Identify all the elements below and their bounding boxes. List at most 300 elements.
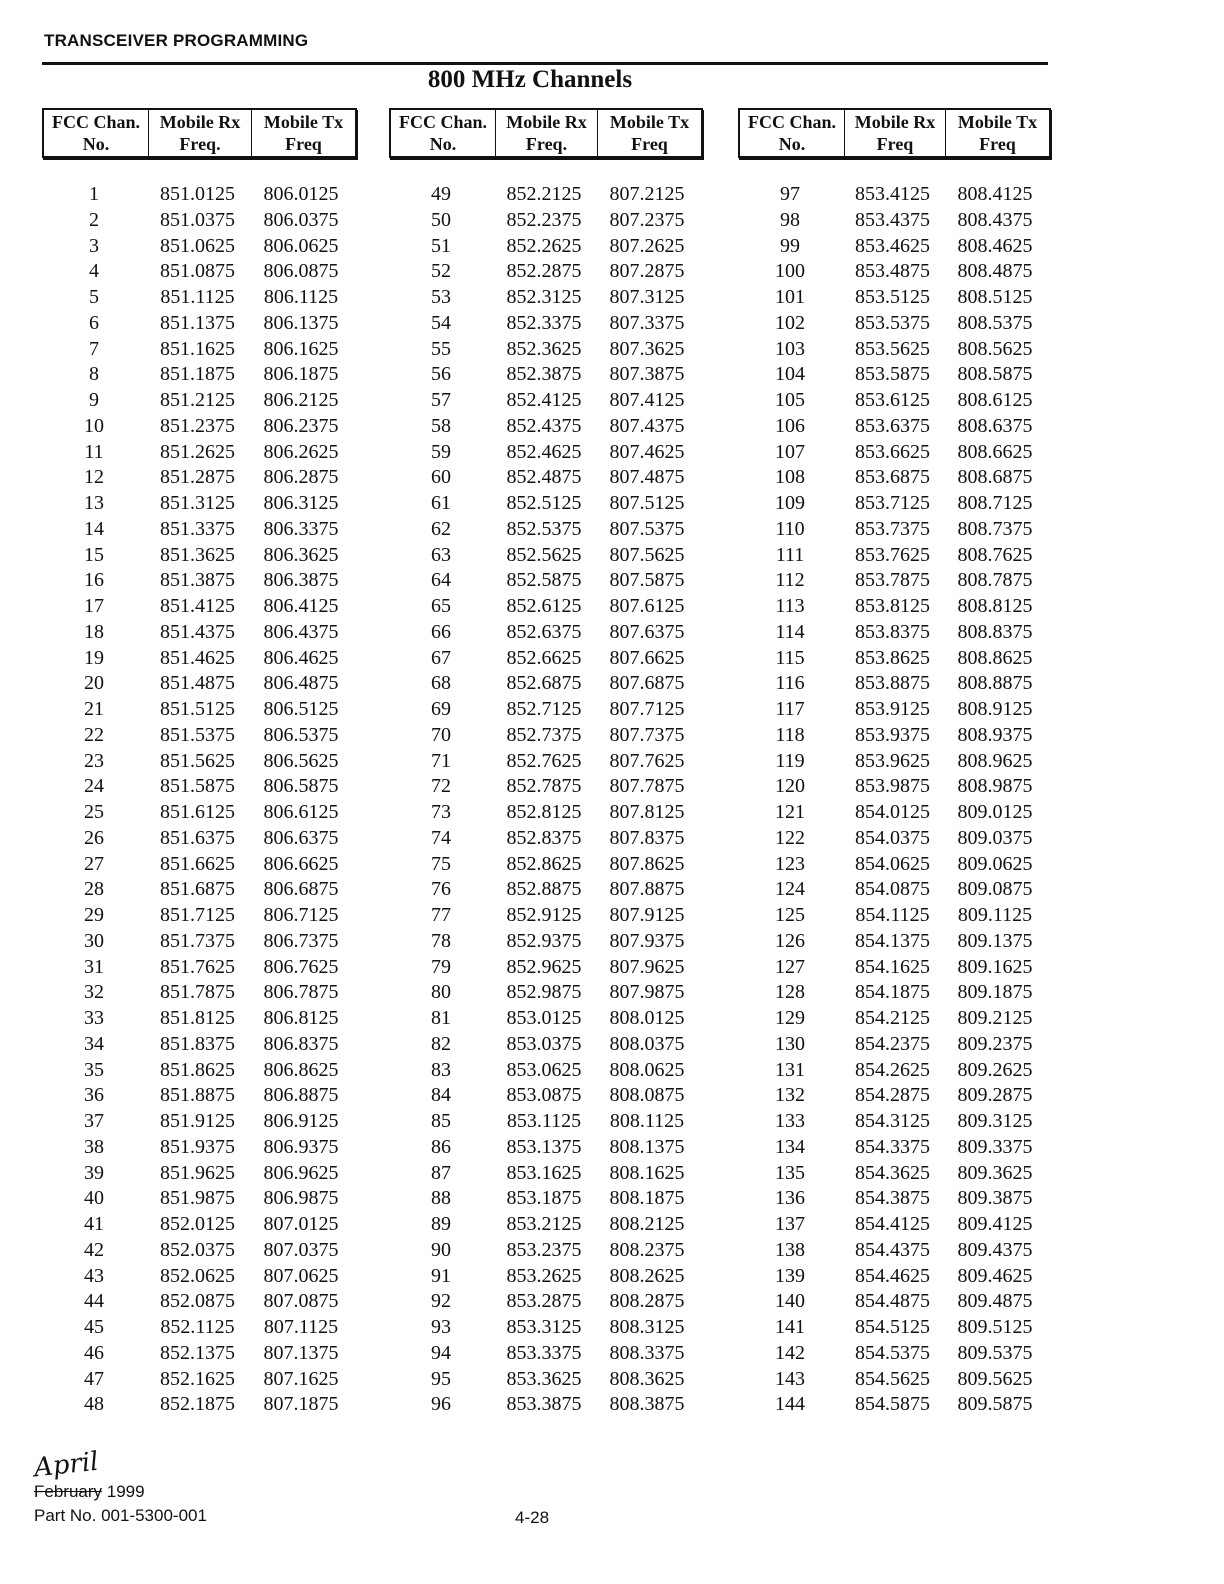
mobile-rx-freq: 853.6375	[855, 414, 930, 437]
mobile-rx-freq: 853.6875	[855, 466, 930, 489]
mobile-tx-freq: 807.0125	[263, 1213, 339, 1235]
channel-number: 140	[775, 1290, 805, 1313]
mobile-tx-freq: 806.0125	[263, 183, 339, 205]
mobile-rx-freq: 854.1875	[855, 981, 930, 1004]
table-row	[42, 387, 357, 413]
mobile-rx-freq: 852.8625	[506, 852, 582, 875]
mobile-tx-freq: 808.5125	[957, 286, 1033, 308]
table-row	[389, 1185, 703, 1211]
channel-number: 28	[84, 878, 104, 901]
fcc-chan-header	[44, 110, 148, 156]
mobile-tx-freq: 806.3125	[263, 492, 339, 514]
channel-number: 14	[84, 517, 104, 540]
table-row	[42, 928, 357, 954]
mobile-rx-freq: 853.9375	[855, 723, 930, 746]
mobile-tx-freq: 806.1375	[263, 311, 339, 334]
mobile-rx-freq: 852.9125	[506, 904, 582, 926]
table-row	[42, 619, 357, 645]
channel-number: 69	[431, 698, 451, 720]
table-row	[42, 233, 357, 259]
table-row	[738, 310, 1051, 336]
mobile-tx-freq: 808.9625	[957, 749, 1033, 772]
mobile-rx-freq: 852.1375	[160, 1341, 235, 1364]
channel-number: 9	[89, 389, 99, 411]
table-row	[389, 954, 703, 980]
table-row	[389, 928, 703, 954]
mobile-tx-freq: 808.5875	[957, 363, 1033, 386]
table-row	[738, 902, 1051, 928]
channel-number: 98	[780, 208, 800, 231]
mobile-tx-freq: 809.1375	[957, 929, 1033, 952]
mobile-rx-freq: 851.5125	[160, 698, 235, 720]
channel-number: 143	[775, 1367, 805, 1390]
mobile-rx-freq: 851.4375	[160, 620, 235, 643]
mobile-rx-freq: 851.4875	[160, 672, 235, 695]
mobile-rx-freq: 851.9625	[160, 1161, 235, 1184]
table-row	[42, 979, 357, 1005]
channel-number: 54	[431, 311, 451, 334]
mobile-tx-freq: 807.8625	[609, 852, 685, 875]
channel-number: 142	[775, 1341, 805, 1364]
table-row	[738, 1082, 1051, 1108]
channel-number: 52	[431, 260, 451, 283]
channel-number: 68	[431, 672, 451, 695]
mobile-rx-freq: 854.1375	[855, 929, 930, 952]
table-row	[389, 490, 703, 516]
mobile-tx-freq: 808.8375	[957, 620, 1033, 643]
channel-number: 65	[431, 595, 451, 617]
mobile-rx-freq: 851.8875	[160, 1084, 235, 1107]
table-row	[389, 567, 703, 593]
table-row	[738, 1211, 1051, 1237]
mobile-rx-freq: 851.7875	[160, 981, 235, 1004]
mobile-tx-freq: 807.9875	[609, 981, 685, 1004]
channel-number: 144	[775, 1393, 805, 1416]
mobile-tx-freq: 807.7375	[609, 723, 685, 746]
channel-number: 32	[84, 981, 104, 1004]
table-row	[389, 799, 703, 825]
channel-number: 59	[431, 440, 451, 463]
mobile-rx-freq: 853.2875	[506, 1290, 582, 1313]
table-row	[42, 567, 357, 593]
channel-number: 71	[431, 749, 451, 772]
mobile-tx-freq: 808.6625	[957, 440, 1033, 463]
mobile-rx-freq: 853.8625	[855, 646, 930, 669]
channel-number: 19	[84, 646, 104, 669]
table-row	[42, 516, 357, 542]
channel-number: 27	[84, 852, 104, 875]
channel-number: 70	[431, 723, 451, 746]
fcc-chan-header	[391, 110, 495, 156]
mobile-tx-freq: 808.3875	[609, 1393, 685, 1416]
channel-number: 116	[775, 672, 805, 695]
table-row	[42, 876, 357, 902]
mobile-tx-freq: 808.0125	[609, 1007, 685, 1029]
mobile-tx-freq: 807.7125	[609, 698, 685, 720]
table-row	[738, 851, 1051, 877]
table-row	[42, 1005, 357, 1031]
table-row	[738, 567, 1051, 593]
table-row	[42, 645, 357, 671]
table-row	[42, 490, 357, 516]
channel-rows	[738, 181, 1051, 1417]
channel-number: 132	[775, 1084, 805, 1107]
mobile-tx-freq: 806.9625	[263, 1161, 339, 1184]
mobile-tx-freq: 806.7625	[263, 955, 339, 978]
mobile-tx-freq: 806.4625	[263, 646, 339, 669]
channel-number: 80	[431, 981, 451, 1004]
table-row	[389, 670, 703, 696]
mobile-rx-freq: 852.6875	[506, 672, 582, 695]
mobile-rx-freq: 853.3625	[506, 1367, 582, 1390]
table-row	[42, 1263, 357, 1289]
mobile-rx-freq: 853.6125	[855, 389, 930, 411]
handwritten-month: April	[32, 1446, 100, 1484]
table-row	[389, 439, 703, 465]
table-row	[389, 387, 703, 413]
fcc-chan-header-line-1: FCC Chan.	[747, 112, 836, 132]
channel-column-group	[738, 108, 1051, 1417]
mobile-tx-header-line-2: Freq	[631, 134, 668, 154]
mobile-rx-freq: 851.3375	[160, 517, 235, 540]
mobile-rx-freq: 851.3875	[160, 569, 235, 592]
table-row	[738, 619, 1051, 645]
mobile-rx-freq: 853.2375	[506, 1238, 582, 1261]
mobile-rx-freq: 854.2875	[855, 1084, 930, 1107]
mobile-tx-freq: 807.6125	[609, 595, 685, 617]
channel-number: 81	[431, 1007, 451, 1029]
mobile-tx-freq: 808.9375	[957, 723, 1033, 746]
mobile-tx-freq: 807.7875	[609, 775, 685, 798]
mobile-tx-freq: 808.2625	[609, 1264, 685, 1287]
mobile-rx-freq: 854.3375	[855, 1135, 930, 1158]
table-row	[42, 1366, 357, 1392]
mobile-rx-freq: 852.3125	[506, 286, 582, 308]
mobile-tx-freq: 809.5375	[957, 1341, 1033, 1364]
mobile-rx-freq: 854.3125	[855, 1110, 930, 1132]
channel-number: 123	[775, 852, 805, 875]
channel-number: 21	[84, 698, 104, 720]
mobile-rx-freq: 851.0625	[160, 234, 235, 257]
mobile-rx-freq: 853.4125	[855, 183, 930, 205]
table-row	[389, 851, 703, 877]
section-title: TRANSCEIVER PROGRAMMING	[44, 31, 309, 50]
mobile-tx-freq: 806.1625	[263, 337, 339, 360]
table-row	[738, 979, 1051, 1005]
channel-number: 110	[775, 517, 805, 540]
mobile-rx-freq: 852.4125	[506, 389, 582, 411]
mobile-rx-header-line-2: Freq.	[525, 134, 568, 154]
channel-number: 106	[775, 414, 805, 437]
mobile-tx-freq: 806.2875	[263, 466, 339, 489]
mobile-rx-freq: 853.6625	[855, 440, 930, 463]
mobile-tx-freq: 806.3625	[263, 543, 339, 566]
mobile-rx-freq: 851.3125	[160, 492, 235, 514]
table-row	[738, 1366, 1051, 1392]
table-row	[42, 825, 357, 851]
mobile-rx-freq: 853.4625	[855, 234, 930, 257]
mobile-rx-freq: 851.7125	[160, 904, 235, 926]
channel-number: 108	[775, 466, 805, 489]
channel-number: 37	[84, 1110, 104, 1132]
table-row	[389, 1031, 703, 1057]
channel-number: 138	[775, 1238, 805, 1261]
mobile-rx-freq: 851.9125	[160, 1110, 235, 1132]
mobile-tx-freq: 809.2375	[957, 1032, 1033, 1055]
mobile-tx-freq: 809.0875	[957, 878, 1033, 901]
mobile-rx-freq: 853.5125	[855, 286, 930, 308]
channel-number: 118	[775, 723, 805, 746]
table-row	[42, 1134, 357, 1160]
channel-number: 85	[431, 1110, 451, 1132]
mobile-rx-freq: 853.9625	[855, 749, 930, 772]
channel-number: 2	[89, 208, 99, 231]
mobile-tx-freq: 808.0375	[609, 1032, 685, 1055]
channel-number: 91	[431, 1264, 451, 1287]
channel-number: 72	[431, 775, 451, 798]
mobile-rx-freq: 852.0625	[160, 1264, 235, 1287]
mobile-tx-freq: 808.1875	[609, 1187, 685, 1210]
fcc-chan-header	[740, 110, 844, 156]
mobile-rx-freq: 854.3875	[855, 1187, 930, 1210]
channel-number: 16	[84, 569, 104, 592]
channel-number: 127	[775, 955, 805, 978]
mobile-tx-freq: 809.3375	[957, 1135, 1033, 1158]
mobile-rx-freq: 851.2125	[160, 389, 235, 411]
mobile-tx-freq: 807.5125	[609, 492, 685, 514]
fcc-chan-header-line-1: FCC Chan.	[51, 112, 140, 132]
table-row	[42, 722, 357, 748]
table-row	[42, 1160, 357, 1186]
channel-number: 58	[431, 414, 451, 437]
mobile-rx-freq: 852.9375	[506, 929, 582, 952]
mobile-tx-freq: 808.0625	[609, 1058, 685, 1081]
channel-rows	[42, 181, 357, 1417]
mobile-tx-freq: 807.9125	[609, 904, 685, 926]
channel-number: 101	[775, 286, 805, 308]
mobile-rx-freq: 852.7375	[506, 723, 582, 746]
mobile-rx-freq: 852.3625	[506, 337, 582, 360]
mobile-tx-freq: 808.7875	[957, 569, 1033, 592]
mobile-rx-freq: 854.0125	[855, 801, 930, 823]
mobile-rx-freq: 853.4375	[855, 208, 930, 231]
channel-number: 103	[775, 337, 805, 360]
channel-number: 121	[775, 801, 805, 823]
mobile-tx-freq: 806.4375	[263, 620, 339, 643]
mobile-tx-freq: 807.5625	[609, 543, 685, 566]
mobile-tx-freq: 808.9875	[957, 775, 1033, 798]
mobile-rx-freq: 853.2625	[506, 1264, 582, 1287]
mobile-tx-freq: 808.3375	[609, 1341, 685, 1364]
table-row	[389, 1082, 703, 1108]
mobile-tx-freq: 807.4625	[609, 440, 685, 463]
mobile-rx-freq: 852.3875	[506, 363, 582, 386]
mobile-tx-freq: 807.1375	[263, 1341, 339, 1364]
table-row	[738, 439, 1051, 465]
channel-number: 78	[431, 929, 451, 952]
mobile-tx-freq: 806.9375	[263, 1135, 339, 1158]
table-row	[389, 645, 703, 671]
mobile-rx-freq: 854.4875	[855, 1290, 930, 1313]
mobile-rx-freq: 852.2625	[506, 234, 582, 257]
fcc-chan-header-line-2: No.	[778, 134, 806, 154]
table-row	[42, 258, 357, 284]
mobile-tx-freq: 808.2375	[609, 1238, 685, 1261]
mobile-rx-freq: 853.0375	[506, 1032, 582, 1055]
channel-number: 29	[84, 904, 104, 926]
mobile-tx-freq: 808.3125	[609, 1316, 685, 1338]
mobile-rx-freq: 853.9875	[855, 775, 930, 798]
mobile-tx-freq: 807.3625	[609, 337, 685, 360]
mobile-rx-freq: 852.7625	[506, 749, 582, 772]
channel-number: 126	[775, 929, 805, 952]
mobile-tx-freq: 807.4875	[609, 466, 685, 489]
channel-number: 5	[89, 286, 99, 308]
table-row	[738, 1108, 1051, 1134]
table-row	[42, 464, 357, 490]
mobile-rx-freq: 854.2625	[855, 1058, 930, 1081]
table-row	[738, 876, 1051, 902]
table-row	[738, 1391, 1051, 1417]
table-row	[389, 1314, 703, 1340]
table-row	[738, 1134, 1051, 1160]
table-row	[389, 1211, 703, 1237]
mobile-rx-freq: 852.7125	[506, 698, 582, 720]
mobile-rx-freq: 852.0375	[160, 1238, 235, 1261]
table-row	[389, 1288, 703, 1314]
mobile-rx-freq: 853.4875	[855, 260, 930, 283]
table-title: 800 MHz Channels	[427, 66, 633, 93]
mobile-rx-freq: 852.1875	[160, 1393, 235, 1416]
mobile-tx-freq: 806.3375	[263, 517, 339, 540]
mobile-tx-freq: 806.1875	[263, 363, 339, 386]
channel-number: 133	[775, 1110, 805, 1132]
mobile-rx-freq: 851.2875	[160, 466, 235, 489]
mobile-rx-freq: 853.9125	[855, 698, 930, 720]
table-row	[42, 1108, 357, 1134]
mobile-tx-freq: 807.0875	[263, 1290, 339, 1313]
mobile-rx-freq: 852.5375	[506, 517, 582, 540]
channel-number: 67	[431, 646, 451, 669]
channel-number: 141	[775, 1316, 805, 1338]
mobile-tx-freq: 809.4875	[957, 1290, 1033, 1313]
mobile-rx-freq: 851.3625	[160, 543, 235, 566]
mobile-rx-freq: 852.4875	[506, 466, 582, 489]
mobile-rx-freq: 852.8125	[506, 801, 582, 823]
table-row	[42, 413, 357, 439]
mobile-tx-freq: 806.6125	[263, 801, 339, 823]
mobile-rx-freq: 851.0125	[160, 183, 235, 205]
mobile-tx-freq: 807.7625	[609, 749, 685, 772]
channel-number: 18	[84, 620, 104, 643]
mobile-tx-freq: 807.6625	[609, 646, 685, 669]
mobile-tx-freq: 809.5625	[957, 1367, 1033, 1390]
table-row	[42, 773, 357, 799]
channel-number: 130	[775, 1032, 805, 1055]
mobile-tx-freq: 807.3125	[609, 286, 685, 308]
table-row	[389, 773, 703, 799]
mobile-rx-freq: 852.6125	[506, 595, 582, 617]
mobile-rx-freq: 854.5875	[855, 1393, 930, 1416]
mobile-rx-freq: 854.3625	[855, 1161, 930, 1184]
mobile-rx-freq: 853.7375	[855, 517, 930, 540]
table-row	[42, 1314, 357, 1340]
mobile-rx-freq: 851.8375	[160, 1032, 235, 1055]
mobile-tx-freq: 808.1625	[609, 1161, 685, 1184]
mobile-rx-freq: 853.7625	[855, 543, 930, 566]
mobile-rx-freq: 851.8625	[160, 1058, 235, 1081]
channel-number: 30	[84, 929, 104, 952]
channel-number: 135	[775, 1161, 805, 1184]
table-row	[738, 1340, 1051, 1366]
table-row	[738, 928, 1051, 954]
mobile-tx-freq: 806.0375	[263, 208, 339, 231]
mobile-tx-freq: 807.1625	[263, 1367, 339, 1390]
channel-number: 95	[431, 1367, 451, 1390]
channel-number: 41	[84, 1213, 104, 1235]
mobile-tx-freq: 809.5875	[957, 1393, 1033, 1416]
mobile-tx-freq: 807.0625	[263, 1264, 339, 1287]
mobile-rx-freq: 852.5625	[506, 543, 582, 566]
mobile-tx-freq: 807.1125	[263, 1316, 339, 1338]
table-row	[389, 1134, 703, 1160]
mobile-tx-freq: 807.9625	[609, 955, 685, 978]
column-header	[42, 108, 357, 158]
mobile-rx-freq: 851.1875	[160, 363, 235, 386]
table-row	[738, 1031, 1051, 1057]
channel-number: 66	[431, 620, 451, 643]
mobile-rx-freq: 851.0375	[160, 208, 235, 231]
mobile-tx-freq: 806.4875	[263, 672, 339, 695]
channel-number: 31	[84, 955, 104, 978]
channel-number: 60	[431, 466, 451, 489]
table-row	[42, 1237, 357, 1263]
mobile-rx-freq: 851.7625	[160, 955, 235, 978]
mobile-tx-freq: 806.5125	[263, 698, 339, 720]
table-row	[42, 361, 357, 387]
mobile-tx-freq: 808.9125	[957, 698, 1033, 720]
mobile-rx-freq: 852.9875	[506, 981, 582, 1004]
mobile-rx-freq: 853.1375	[506, 1135, 582, 1158]
mobile-rx-freq: 851.4125	[160, 595, 235, 617]
channel-number: 39	[84, 1161, 104, 1184]
channel-number: 139	[775, 1264, 805, 1287]
channel-number: 83	[431, 1058, 451, 1081]
channel-number: 107	[775, 440, 805, 463]
mobile-rx-freq: 853.5375	[855, 311, 930, 334]
mobile-tx-freq: 809.0625	[957, 852, 1033, 875]
mobile-tx-header-line-1: Mobile Tx	[263, 112, 344, 132]
mobile-tx-freq: 806.1125	[263, 286, 339, 308]
mobile-tx-freq: 806.4125	[263, 595, 339, 617]
channel-number: 115	[775, 646, 805, 669]
channel-number: 92	[431, 1290, 451, 1313]
mobile-tx-header-line-1: Mobile Tx	[609, 112, 690, 132]
table-row	[738, 825, 1051, 851]
channel-number: 7	[89, 337, 99, 360]
mobile-tx-freq: 809.0125	[957, 801, 1033, 823]
channel-number: 26	[84, 826, 104, 849]
table-row	[738, 1057, 1051, 1083]
mobile-rx-freq: 854.4625	[855, 1264, 930, 1287]
mobile-rx-freq: 854.1625	[855, 955, 930, 978]
mobile-rx-freq: 852.2125	[506, 183, 582, 205]
table-row	[42, 310, 357, 336]
channel-number: 73	[431, 801, 451, 823]
mobile-rx-freq: 851.4625	[160, 646, 235, 669]
mobile-tx-freq: 809.1875	[957, 981, 1033, 1004]
table-row	[42, 748, 357, 774]
